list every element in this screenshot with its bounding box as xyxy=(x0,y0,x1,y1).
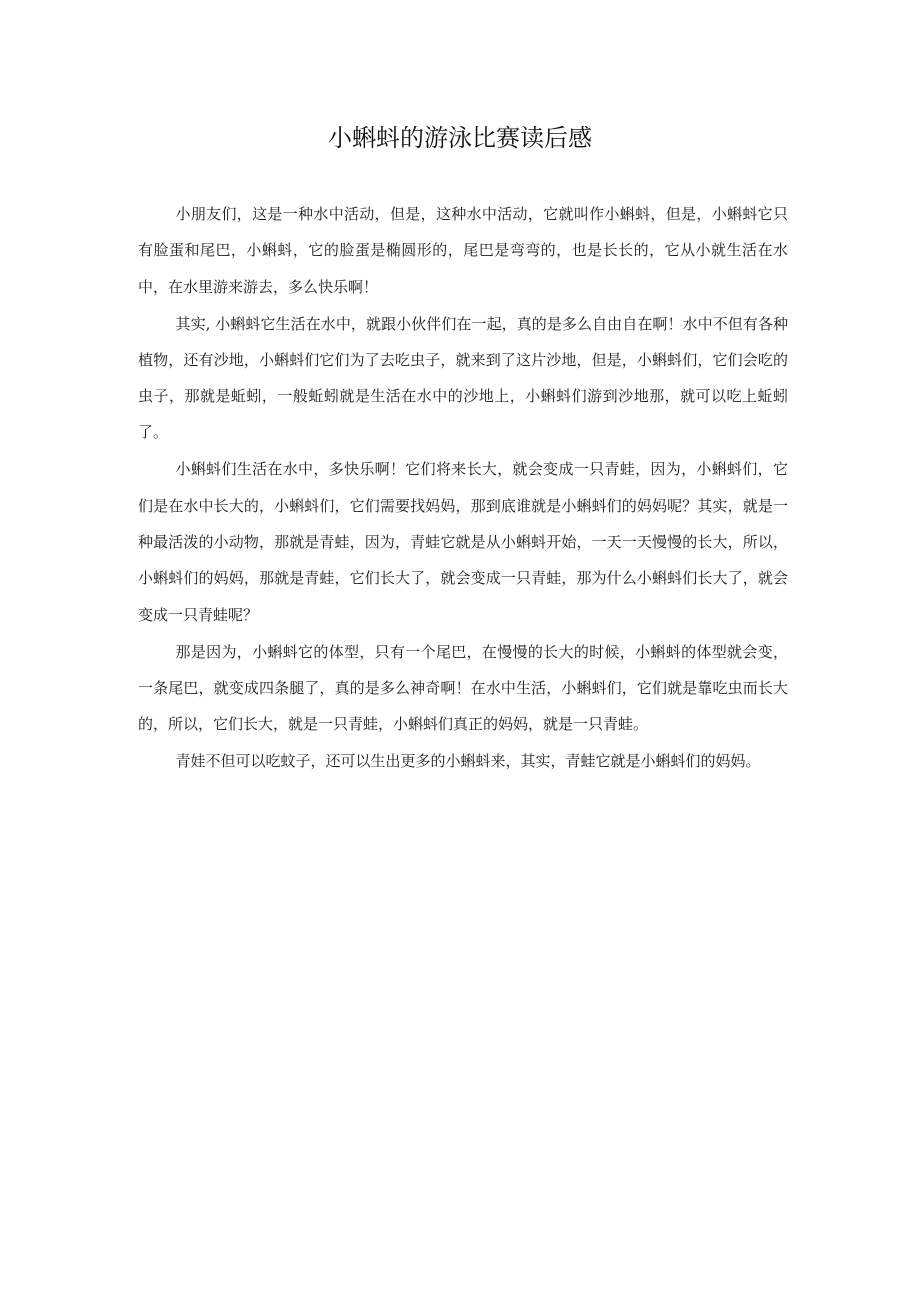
paragraph-3: 小蝌蚪们生活在水中，多快乐啊！它们将来长大，就会变成一只青蛙，因为，小蝌蚪们，它们是在水中长大的，小蝌蚪们，它们需要找妈妈，那到底谁就是小蝌蚪们的妈妈呢？其实，就是一种最活泼的小动物，那就是青蛙，因为，青蛙它就是从小蝌蚪开始，一天一天慢慢的长大，所以，小蝌蚪们的妈妈，那就是青蛙，它们长大了，就会变成一只青蛙，那为什么小蝌蚪们长大了，就会变成一只青蛙呢？ xyxy=(138,460,788,624)
paragraph-4: 那是因为，小蝌蚪它的体型，只有一个尾巴，在慢慢的长大的时候，小蝌蚪的体型就会变，一条尾巴，就变成四条腿了，真的是多么神奇啊！在水中生活，小蝌蚪们，它们就是靠吃虫而长大的，所以，它们长大，就是一只青蛙，小蝌蚪们真正的妈妈，就是一只青蛙。 xyxy=(138,642,788,734)
document-body xyxy=(138,196,788,780)
paragraph-1: 小朋友们，这是一种水中活动，但是，这种水中活动，它就叫作小蝌蚪，但是，小蝌蚪它只有脸蛋和尾巴，小蝌蚪，它的脸蛋是椭圆形的，尾巴是弯弯的，也是长长的，它从小就生活在水中，在水里游来游去，多么快乐啊！ xyxy=(138,205,788,296)
paragraph-5: 青娃不但可以吃蚊子，还可以生出更多的小蝌蚪来，其实，青蛙它就是小蝌蚪们的妈妈。 xyxy=(175,752,761,771)
document-title: 小蝌蚪的游泳比赛读后感 xyxy=(328,124,592,152)
paragraph-2: 其实, 小蝌蚪它生活在水中，就跟小伙伴们在一起，真的是多么自由自在啊！水中不但有各种植物，还有沙地，小蝌蚪们它们为了去吃虫子，就来到了这片沙地，但是，小蝌蚪们，它们会吃的虫子，那就是蚯蚓，一般蚯蚓就是生活在水中的沙地上，小蝌蚪们游到沙地那，就可以吃上蚯蚓了。 xyxy=(138,314,788,442)
